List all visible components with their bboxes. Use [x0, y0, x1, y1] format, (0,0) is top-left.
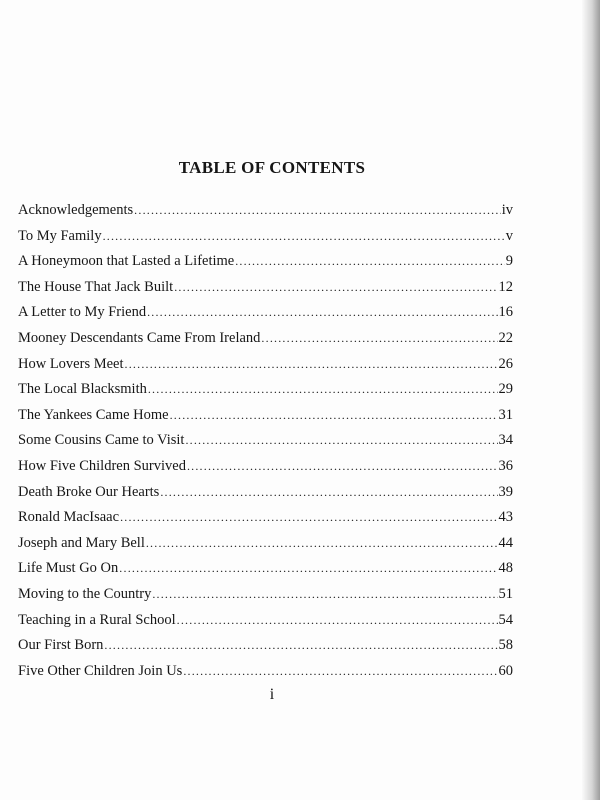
dot-leader — [134, 203, 501, 218]
toc-entry-page: 51 — [498, 585, 513, 602]
toc-entry-page: v — [505, 227, 513, 244]
toc-entry — [18, 586, 513, 612]
toc-entry-page: 60 — [498, 662, 513, 679]
toc-entry — [18, 484, 513, 510]
toc-entry — [18, 458, 513, 484]
toc-entry-page: 44 — [498, 534, 513, 551]
toc-entry-title: The House That Jack Built — [18, 278, 174, 295]
toc-entry-page: 31 — [498, 406, 513, 423]
toc-entry-page: 36 — [498, 457, 513, 474]
dot-leader — [261, 331, 497, 346]
toc-entry — [18, 663, 513, 689]
toc-entry — [18, 432, 513, 458]
toc-entry — [18, 202, 513, 228]
toc-entry-page: 29 — [498, 381, 513, 398]
toc-entry — [18, 381, 513, 407]
toc-entry — [18, 407, 513, 433]
toc-entry-title: Some Cousins Came to Visit — [18, 432, 185, 449]
toc-entry — [18, 279, 513, 305]
dot-leader — [174, 280, 497, 295]
toc-entry-title: A Letter to My Friend — [18, 304, 147, 321]
toc-entry-page: 26 — [498, 355, 513, 372]
toc-entry-title: Acknowledgements — [18, 202, 134, 218]
dot-leader — [177, 613, 498, 628]
toc-entry-page: 9 — [505, 253, 513, 270]
toc-entry-title: How Lovers Meet — [18, 355, 124, 372]
toc-entry-page: 22 — [498, 329, 513, 346]
toc-entry — [18, 304, 513, 330]
table-of-contents — [18, 202, 513, 688]
toc-entry — [18, 330, 513, 356]
dot-leader — [152, 587, 497, 602]
dot-leader — [185, 433, 497, 448]
page-edge-shadow — [582, 0, 600, 800]
toc-entry-page: 54 — [498, 611, 513, 628]
dot-leader — [146, 536, 498, 551]
dot-leader — [187, 459, 498, 474]
toc-entry-page: 16 — [498, 304, 513, 321]
dot-leader — [119, 561, 497, 576]
toc-entry-page: 39 — [498, 483, 513, 500]
toc-entry-page: 48 — [498, 560, 513, 577]
dot-leader — [148, 382, 498, 397]
toc-entry-title: How Five Children Survived — [18, 457, 186, 474]
toc-entry-title: Mooney Descendants Came From Ireland — [18, 329, 261, 346]
toc-entry-title: Joseph and Mary Bell — [18, 534, 145, 551]
dot-leader — [170, 408, 498, 423]
toc-entry — [18, 356, 513, 382]
toc-entry-title: The Yankees Came Home — [18, 406, 169, 423]
toc-entry-page: 12 — [498, 278, 513, 295]
dot-leader — [103, 229, 505, 244]
dot-leader — [120, 510, 497, 525]
toc-entry-title: Our First Born — [18, 637, 104, 654]
toc-entry-title: Teaching in a Rural School — [18, 611, 176, 628]
toc-entry — [18, 253, 513, 279]
dot-leader — [125, 357, 498, 372]
dot-leader — [235, 254, 505, 269]
toc-entry — [18, 560, 513, 586]
dot-leader — [160, 485, 497, 500]
toc-entry — [18, 228, 513, 254]
toc-entry-title: Ronald MacIsaac — [18, 509, 120, 526]
toc-entry-title: Five Other Children Join Us — [18, 662, 183, 679]
toc-entry-page: 34 — [498, 432, 513, 449]
page-title: TABLE OF CONTENTS — [178, 158, 366, 177]
toc-entry-page: 58 — [498, 637, 513, 654]
toc-entry-title: Life Must Go On — [18, 560, 119, 577]
page-number: i — [269, 686, 275, 703]
dot-leader — [147, 305, 497, 320]
toc-entry-page: 43 — [498, 509, 513, 526]
toc-entry — [18, 637, 513, 663]
toc-entry-title: Moving to the Country — [18, 585, 152, 602]
dot-leader — [104, 638, 497, 653]
dot-leader — [183, 664, 497, 679]
toc-entry — [18, 509, 513, 535]
toc-entry-title: Death Broke Our Hearts — [18, 483, 160, 500]
toc-entry — [18, 612, 513, 638]
toc-entry-page: iv — [501, 202, 513, 218]
toc-entry-title: A Honeymoon that Lasted a Lifetime — [18, 253, 235, 270]
toc-entry-title: The Local Blacksmith — [18, 381, 147, 398]
toc-entry — [18, 535, 513, 561]
toc-entry-title: To My Family — [18, 227, 102, 244]
